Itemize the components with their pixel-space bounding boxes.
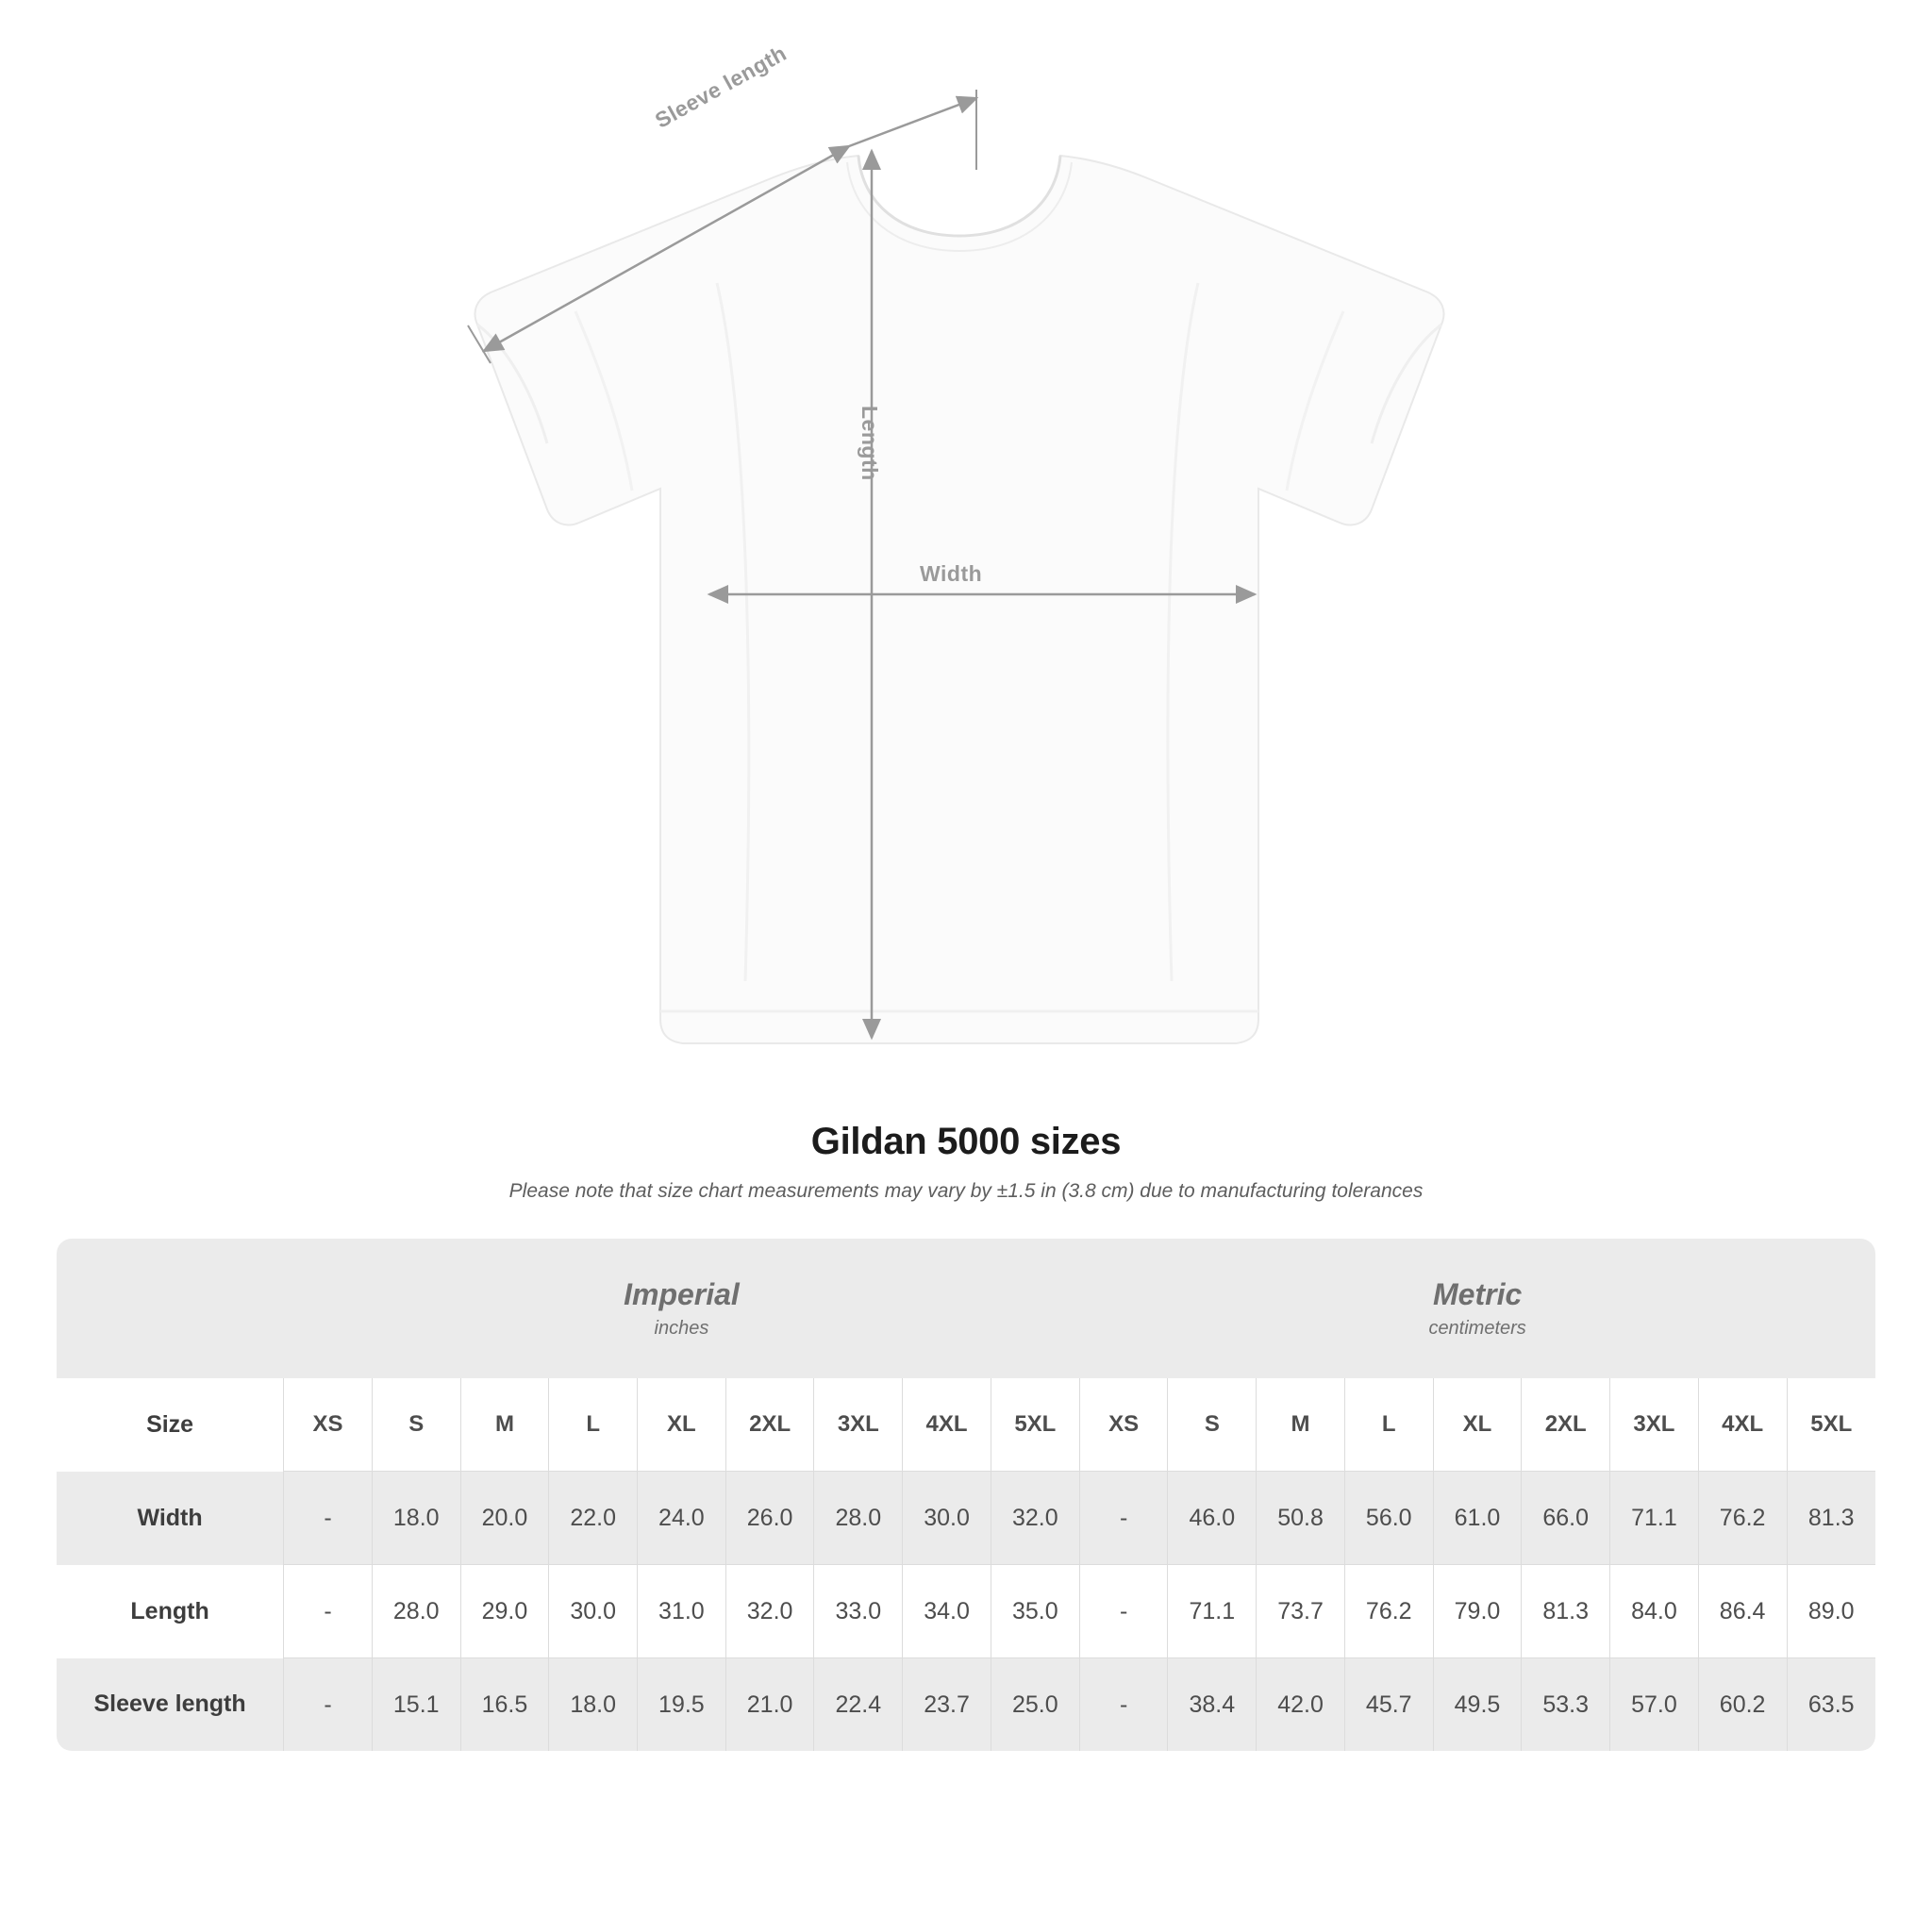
cell-width-imperial-5xl: 32.0	[991, 1472, 1079, 1565]
cell-width-imperial-4xl: 30.0	[903, 1472, 991, 1565]
cell-sleeve-imperial-m: 16.5	[460, 1658, 549, 1752]
cell-sleeve-metric-xl: 49.5	[1433, 1658, 1522, 1752]
size-header-metric-xs: XS	[1079, 1378, 1168, 1472]
cell-length-imperial-m: 29.0	[460, 1565, 549, 1658]
cell-length-imperial-s: 28.0	[372, 1565, 460, 1658]
size-header-metric-s: S	[1168, 1378, 1257, 1472]
cell-sleeve-metric-3xl: 57.0	[1610, 1658, 1699, 1752]
unit-group-imperial-name: Imperial	[624, 1277, 740, 1311]
cell-length-metric-l: 76.2	[1344, 1565, 1433, 1658]
cell-sleeve-metric-2xl: 53.3	[1522, 1658, 1610, 1752]
cell-length-imperial-l: 30.0	[549, 1565, 638, 1658]
unit-header-row	[57, 1239, 1875, 1378]
cell-sleeve-imperial-2xl: 21.0	[725, 1658, 814, 1752]
cell-length-imperial-3xl: 33.0	[814, 1565, 903, 1658]
cell-sleeve-metric-4xl: 60.2	[1698, 1658, 1787, 1752]
cell-width-metric-m: 50.8	[1257, 1472, 1345, 1565]
sleeve-length-label: Sleeve length	[651, 40, 791, 133]
cell-width-metric-5xl: 81.3	[1787, 1472, 1875, 1565]
cell-sleeve-imperial-4xl: 23.7	[903, 1658, 991, 1752]
size-table-wrapper	[57, 1239, 1875, 1751]
unit-group-metric-sub: centimeters	[1428, 1318, 1526, 1339]
cell-sleeve-imperial-3xl: 22.4	[814, 1658, 903, 1752]
size-header-imperial-xl: XL	[638, 1378, 726, 1472]
cell-length-metric-xl: 79.0	[1433, 1565, 1522, 1658]
cell-width-imperial-l: 22.0	[549, 1472, 638, 1565]
cell-width-metric-3xl: 71.1	[1610, 1472, 1699, 1565]
cell-width-imperial-3xl: 28.0	[814, 1472, 903, 1565]
size-header-metric-xl: XL	[1433, 1378, 1522, 1472]
cell-sleeve-imperial-5xl: 25.0	[991, 1658, 1079, 1752]
size-header-imperial-m: M	[460, 1378, 549, 1472]
cell-length-metric-s: 71.1	[1168, 1565, 1257, 1658]
size-header-metric-4xl: 4XL	[1698, 1378, 1787, 1472]
cell-sleeve-metric-5xl: 63.5	[1787, 1658, 1875, 1752]
size-header-imperial-2xl: 2XL	[725, 1378, 814, 1472]
cell-length-metric-xs: -	[1079, 1565, 1168, 1658]
cell-sleeve-metric-xs: -	[1079, 1658, 1168, 1752]
size-header-metric-m: M	[1257, 1378, 1345, 1472]
cell-width-metric-l: 56.0	[1344, 1472, 1433, 1565]
size-header-imperial-4xl: 4XL	[903, 1378, 991, 1472]
row-label-width: Width	[57, 1472, 284, 1565]
cell-length-imperial-4xl: 34.0	[903, 1565, 991, 1658]
table-row	[57, 1472, 1875, 1565]
unit-group-metric	[1079, 1239, 1875, 1378]
length-label: Length	[858, 406, 882, 481]
cell-width-metric-xs: -	[1079, 1472, 1168, 1565]
title-block	[0, 1121, 1932, 1203]
cell-length-metric-3xl: 84.0	[1610, 1565, 1699, 1658]
cell-sleeve-metric-m: 42.0	[1257, 1658, 1345, 1752]
width-label: Width	[920, 561, 983, 586]
size-header-metric-3xl: 3XL	[1610, 1378, 1699, 1472]
row-label-sleeve-length: Sleeve length	[57, 1658, 284, 1752]
cell-sleeve-imperial-s: 15.1	[372, 1658, 460, 1752]
size-header-metric-l: L	[1344, 1378, 1433, 1472]
size-header-label: Size	[57, 1378, 284, 1472]
cell-length-imperial-xs: -	[284, 1565, 373, 1658]
size-table	[57, 1239, 1875, 1751]
size-header-imperial-5xl: 5XL	[991, 1378, 1079, 1472]
size-header-imperial-xs: XS	[284, 1378, 373, 1472]
cell-sleeve-metric-s: 38.4	[1168, 1658, 1257, 1752]
size-header-imperial-3xl: 3XL	[814, 1378, 903, 1472]
cell-length-imperial-2xl: 32.0	[725, 1565, 814, 1658]
row-label-length: Length	[57, 1565, 284, 1658]
cell-length-metric-4xl: 86.4	[1698, 1565, 1787, 1658]
cell-length-metric-m: 73.7	[1257, 1565, 1345, 1658]
cell-width-metric-4xl: 76.2	[1698, 1472, 1787, 1565]
cell-sleeve-imperial-l: 18.0	[549, 1658, 638, 1752]
cell-width-imperial-xl: 24.0	[638, 1472, 726, 1565]
size-header-row	[57, 1378, 1875, 1472]
page-title: Gildan 5000 sizes	[810, 1121, 1122, 1162]
table-row	[57, 1565, 1875, 1658]
cell-width-imperial-s: 18.0	[372, 1472, 460, 1565]
unit-group-metric-name: Metric	[1433, 1277, 1523, 1311]
cell-length-metric-5xl: 89.0	[1787, 1565, 1875, 1658]
size-header-imperial-s: S	[372, 1378, 460, 1472]
table-row	[57, 1658, 1875, 1752]
cell-sleeve-imperial-xs: -	[284, 1658, 373, 1752]
cell-width-imperial-xs: -	[284, 1472, 373, 1565]
cell-length-imperial-5xl: 35.0	[991, 1565, 1079, 1658]
cell-width-imperial-m: 20.0	[460, 1472, 549, 1565]
cell-width-metric-s: 46.0	[1168, 1472, 1257, 1565]
cell-sleeve-imperial-xl: 19.5	[638, 1658, 726, 1752]
unit-group-imperial	[284, 1239, 1080, 1378]
cell-length-imperial-xl: 31.0	[638, 1565, 726, 1658]
cell-width-metric-2xl: 66.0	[1522, 1472, 1610, 1565]
size-header-imperial-l: L	[549, 1378, 638, 1472]
cell-length-metric-2xl: 81.3	[1522, 1565, 1610, 1658]
tshirt-shape	[475, 156, 1444, 1043]
cell-width-metric-xl: 61.0	[1433, 1472, 1522, 1565]
unit-group-imperial-sub: inches	[654, 1318, 709, 1339]
unit-header-spacer	[57, 1239, 284, 1378]
tolerance-note: Please note that size chart measurements may vary by ±1.5 in (3.8 cm) due to manufacturing tolerances	[508, 1180, 1424, 1202]
size-header-metric-5xl: 5XL	[1787, 1378, 1875, 1472]
cell-sleeve-metric-l: 45.7	[1344, 1658, 1433, 1752]
size-header-metric-2xl: 2XL	[1522, 1378, 1610, 1472]
cell-width-imperial-2xl: 26.0	[725, 1472, 814, 1565]
